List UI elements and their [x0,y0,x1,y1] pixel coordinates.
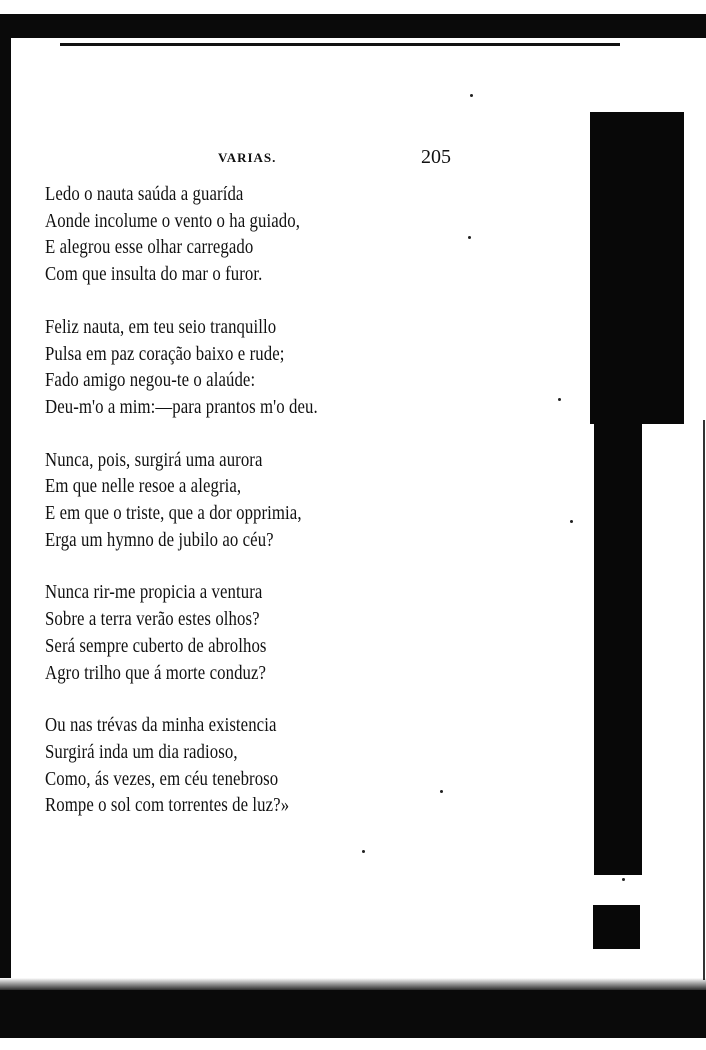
page-header [45,146,465,170]
poem-line: Erga um hymno de jubilo ao céu? [45,529,274,551]
poem-line: Pulsa em paz coração baixo e rude; [45,343,285,365]
scan-border-bottom [0,990,706,1038]
poem-line: Nunca, pois, surgirá uma aurora [45,449,263,471]
poem-line: Ledo o nauta saúda a guarída [45,184,244,205]
poem-line: Sobre a terra verão estes olhos? [45,609,260,631]
page-number: 205 [421,146,451,168]
poem-line: Aonde incolume o vento o ha guiado, [45,210,300,232]
scan-gutter-shadow-lower [594,420,642,875]
scan-speck [470,94,473,97]
stanza-5 [45,713,445,820]
poem-line: Ou nas trévas da minha existencia [45,715,277,737]
stanza-3 [45,448,445,555]
poem-line: Surgirá inda um dia radioso, [45,741,238,763]
scan-speck [362,850,365,853]
scan-border-top [0,14,706,38]
poem-line: Será sempre cuberto de abrolhos [45,635,267,657]
stanza-2 [45,315,445,422]
stanza-1 [45,182,445,289]
scan-gutter-fleck [593,905,640,949]
poem-line: Fado amigo negou-te o alaúde: [45,370,256,392]
poem-line: Em que nelle resoe a alegria, [45,476,242,498]
poem-line: Rompe o sol com torrentes de luz?» [45,795,290,817]
scan-page-edge [703,420,705,980]
scan-speck [558,398,561,401]
scan-gutter-shadow [590,112,684,424]
poem-line: E alegrou esse olhar carregado [45,237,254,259]
stanza-4 [45,580,445,687]
scan-border-left [0,14,11,1024]
scan-speck [468,236,471,239]
scan-speck [570,520,573,523]
poem-line: Agro trilho que á morte conduz? [45,662,267,684]
scan-speck [622,878,625,881]
poem-line: Nunca rir-me propicia a ventura [45,582,263,604]
poem-line: E em que o triste, que a dor opprimia, [45,503,302,525]
poem-line: Com que insulta do mar o furor. [45,264,263,286]
scan-rule-top [60,43,620,46]
poem-line: Deu-m'o a mim:—para prantos m'o deu. [45,396,318,418]
poem-body [45,182,445,846]
running-head: VARIAS. [218,150,277,165]
poem-line: Como, ás vezes, em céu tenebroso [45,768,279,790]
poem-line: Feliz nauta, em teu seio tranquillo [45,316,277,338]
